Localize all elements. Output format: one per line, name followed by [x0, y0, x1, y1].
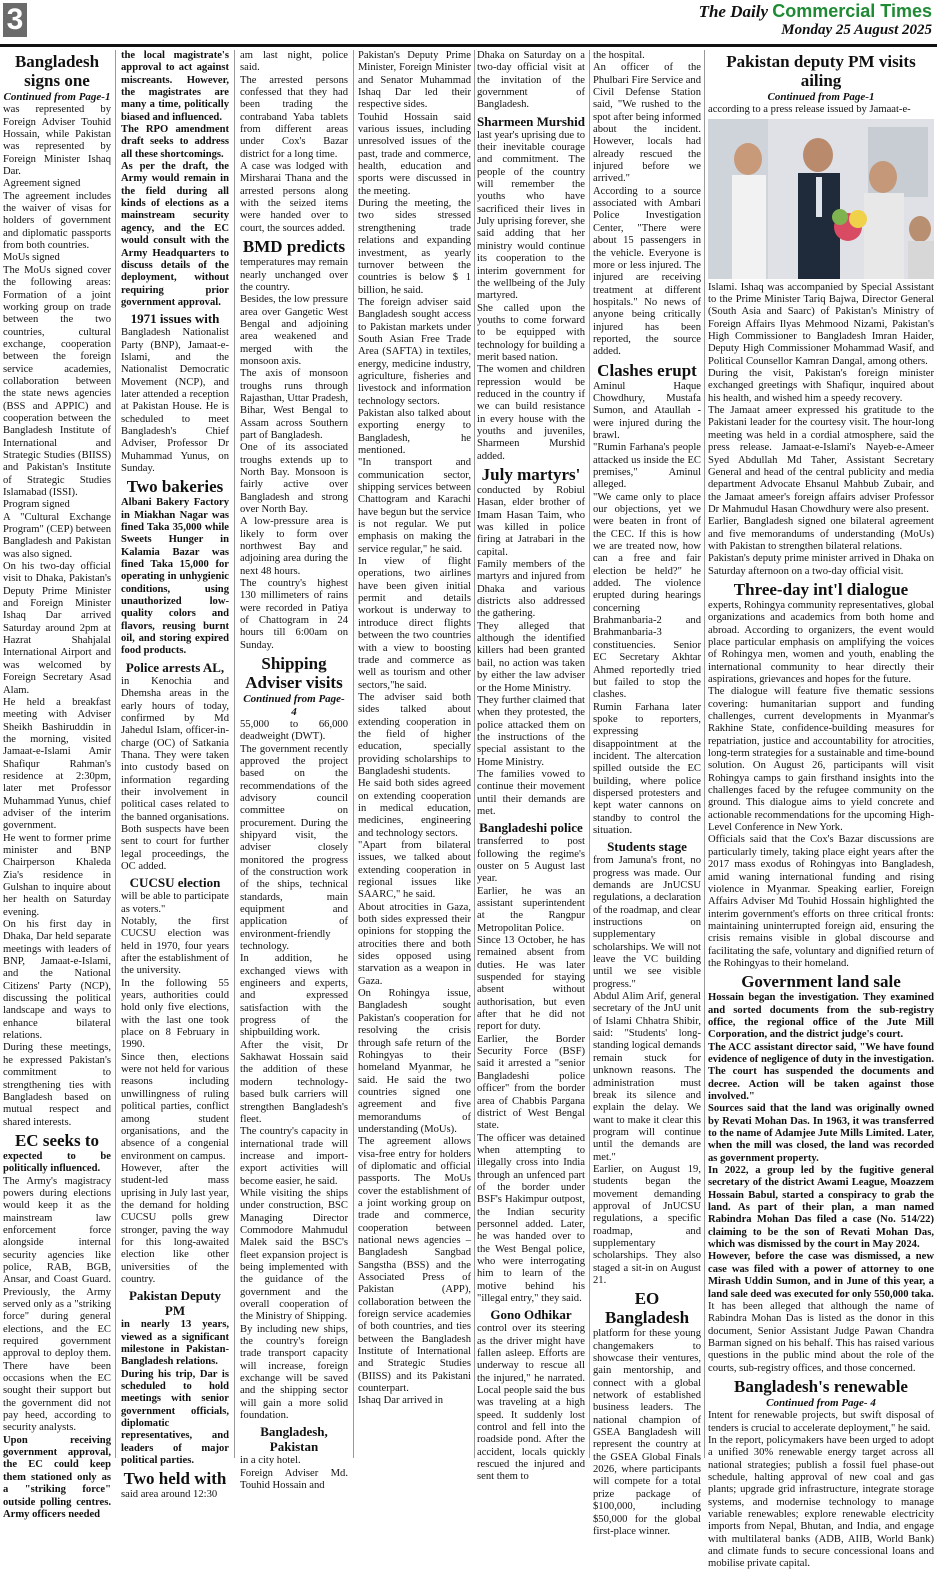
paragraph: Earlier, the Border Security Force (BSF) said it arrested a "senior Bangladeshi police officer" from the border area of Chabbis Pargana district of West Bengal state. — [477, 1033, 585, 1132]
paper-title — [699, 1, 932, 39]
paragraph: Family members of the martyrs and injured from Dhaka and various districts also addressed the gathering. — [477, 559, 585, 620]
meeting-photo-illustration — [708, 119, 934, 279]
paragraph: The families vowed to continue their movement until their demands are met. — [477, 768, 585, 817]
paragraph: "We came only to place our objections, yet we were beaten in front of the CEC. If this is how we are treated now, how can a free and fair election be held?" he added. The violence erupted during hearings concerning Brahmanbaria-2 and Brahmanbaria-3 constituencies. Senior EC Secretary Akhtar Ahmed reportedly tried but failed to stop the clashes. — [593, 491, 701, 701]
paragraph: Upon receiving government approval, the EC could keep them stationed only as a "striking force" outside polling centres. Army officers needed — [3, 1434, 111, 1520]
paragraph: The adviser said both sides talked about extending cooperation in the field of higher education, specially providing scholarships to Bangladeshi students. — [358, 691, 471, 777]
paragraph: Officials said that the Cox's Bazar discussions are particularly timely, taking place eight years after the 2017 mass exodus of Rohingyas into Bangladesh, amid waning international funding and rising violence in Myanmar. Speaking earlier, Foreign Affairs Adviser Md Touhid Hossain highlighted the interim government's efforts on three critical fronts: maintaining uninterrupted foreign aid, ensuring the crisis remains visible in global discourse and facilitating the safe, voluntary and dignified return of the Rohingyas to their homeland. — [708, 834, 934, 969]
paragraph: Since 13 October, he has remained absent from duties. He was later suspended for staying absent without authorisation, but even after that he did not report for duty. — [477, 935, 585, 1033]
paragraph: Ishaq Dar arrived in — [358, 1395, 444, 1407]
paragraph: In view of flight operations, two airlines have been given initial permit and details workout is underway to introduce direct flights between the two countries with a view to boosting trade and commerce as well as tourism and other sectors,"he said. — [358, 556, 471, 691]
paragraph: the local magistrate's approval to act against miscreants. However, the magistrates are many a time, politically biased and influenced. — [121, 50, 229, 123]
paragraph: am last night, police said. — [240, 50, 348, 74]
paragraph: During the meeting, the two sides stressed strengthening trade relations and expanding investment, as yearly turnover between the countries is below $ 1 billion, he said. — [358, 198, 471, 296]
paragraph: On his two-day official visit to Dhaka, Pakistan's Deputy Prime Minister and Foreign Minister Ishaq Dar arrived Saturday around 2pm at Hazrat Shahjalal International Airport and was welcomed by Foreign Secretary Asad Alam. — [3, 561, 111, 696]
paragraph: from Jamuna's front, no progress was made. Our demands are JnUCSU regulations, a declaration of the roadmap, and clear instructions on supplementary scholarships. We will not leave the VC building until we see visible progress." — [593, 855, 701, 990]
paragraph: The axis of monsoon troughs runs through Rajasthan, Uttar Pradesh, Bihar, West Bengal to Assam across Southern part of Bangladesh. — [240, 368, 348, 441]
paragraph: Besides, the low pressure area over Gangetic West Bengal and adjoining area weakened and merged with the monsoon axis. — [240, 294, 348, 367]
paragraph: Agreement signed — [3, 178, 81, 190]
paragraph: On his first day in Dhaka, Dar held separate meetings with leaders of BNP, Jamaat-e-Islami, and the National Citizens' Party (NCP), discussing the political landscape and ways to enhance bilateral relations. — [3, 919, 111, 1042]
paragraph: The agreement includes the waiver of visas for holders of government and diplomatic passports from both countries. — [3, 190, 111, 252]
news-column-7 — [708, 50, 934, 1570]
paragraph: Pakistan also talked about exporting energy to Bangladesh, he mentioned. — [358, 407, 471, 456]
paragraph: the hospital. — [593, 50, 645, 61]
paragraph: "Rumin Farhana's people attacked us inside the EC premises," Aminul alleged. — [593, 442, 701, 491]
paragraph: An officer of the Phulbari Fire Service and Civil Defense Station said, "We rushed to the spot after being informed about the incident. However, locals had already rescued the injured before we arrived." — [593, 62, 701, 185]
paragraph: Hossain began the investigation. They examined and sorted documents from the sub-registry office, the regional office of the Jute Mill Corporation, and the district judge's court. — [708, 992, 934, 1041]
paragraph: The government recently approved the project based on the recommendations of the advisory council committee on procurement. During the shipyard visit, the adviser closely monitored the progress of the construction work of the ships, technical standards, main equipment and application of environment-friendly technology. — [240, 743, 348, 953]
paragraph: However, after the student-led mass uprising in July last year, the demand for holding CUCSU polls grew stronger, paving the way for this long-awaited election like other universities of the country. — [121, 1162, 229, 1285]
paragraph: Pakistan's deputy prime minister arrived in Dhaka on Saturday afternoon on a two-day official visit. — [708, 553, 934, 577]
masthead — [0, 0, 937, 46]
issue-date: Monday 25 August 2025 — [781, 22, 932, 38]
paragraph: The agreement allows visa-free entry for holders of diplomatic and official passports. The MoUs cover the establishment of a joint working group on trade and commerce, cooperation between national news agencies – Bangladesh Sangbad Sangstha (BSS) and the Associated Press of Pakistan (APP), collaboration between the foreign service academies of both countries, and ties between the Bangladesh Institute of International and Strategic Studies (BIISS) and its Pakistani counterpart. — [358, 1136, 471, 1395]
paragraph: In addition, he exchanged views with engineers and experts, and expressed satisfaction with the progress of the shipbuilding work. — [240, 953, 348, 1039]
paragraph: Aminul Haque Chowdhury, Mustafa Sumon, and Ataullah - were injured during the brawl. — [593, 380, 701, 441]
paragraph: During the visit, Pakistan's foreign minister exchanged greetings with Shafiqur, inquired about his health, and wished him a speedy recovery. — [708, 368, 934, 404]
headline: Bangladesh's renewable — [734, 1376, 908, 1396]
paragraph: About atrocities in Gaza, both sides expressed their opinions for stopping the atrocities there and both sides opposed using starvation as a weapon in Gaza. — [358, 901, 471, 987]
headline: BMD predicts — [242, 237, 346, 257]
paragraph: In the report, policymakers have been urged to adopt a unified 30% renewable energy target across all national strategies; publish a fossil fuel phase-out schedule, halting approval of new coal and gas plants; upgrade grid infrastructure, integrate storage systems, and modernise technology to manage variable renewables; explore renewable electricity imports from Nepal, Bhutan, and India, and engage with multilateral banks (ADB, AIIB, World Bank) and climate funds to secure concessional loans and mobilise private capital. — [708, 1434, 934, 1570]
paragraph: 55,000 to 66,000 deadweight (DWT). — [240, 718, 348, 743]
paragraph: They alleged that although the identified killers had been granted bail, no action was taken by either the law adviser or the Home Ministry. — [477, 620, 585, 694]
paragraph: Earlier, on August 19, students began the movement demanding approval of JnUCSU regulations, a specific roadmap, and supplementary scholarships. They also staged a sit-in on August 21. — [593, 1163, 701, 1286]
paragraph: Intent for renewable projects, but swift disposal of tenders is crucial to accelerate deployment," he said. — [708, 1410, 934, 1434]
column-rule — [115, 50, 116, 1458]
paragraph: in a city hotel. — [240, 1455, 301, 1467]
column-7-bottom — [708, 282, 934, 1571]
news-column-1 — [3, 50, 111, 1520]
paragraph: It has been alleged that although the name of Rabindra Mohan Das is listed as the donor in this document, Senior Assistant Judge Pawan Chandra Barman signed on his behalf. This has raised various questions in the public mind about the role of the courts, sub-registry offices, and those concerned. — [708, 1300, 934, 1374]
masthead-rule — [0, 44, 937, 47]
paragraph: temperatures may remain nearly unchanged over the country. — [240, 257, 348, 293]
paragraph: They further claimed that when they protested, the police attacked them on the instructions of the special assistant to the Home Ministry. — [477, 694, 585, 768]
paragraph: was represented by Foreign Adviser Touhid Hossain, while Pakistan was represented by Foreign Minister Ishaq Dar. — [3, 104, 111, 178]
paragraph: After the visit, Dr Sakhawat Hossain said the addition of these modern technology-based bulk carriers will strengthen Bangladesh's fleet. — [240, 1039, 348, 1125]
headline: Pakistan Deputy PM — [128, 1288, 222, 1319]
column-rule — [234, 50, 235, 1458]
paragraph: said area around 12:30 — [121, 1489, 218, 1501]
paragraph: In the following 55 years, authorities could hold only five elections, with the last one took place on 8 February in 1990. — [121, 977, 229, 1051]
paragraph: The foreign adviser said Bangladesh sought access to Pakistan markets under South Asian Free Trade Area (SAFTA) in textiles, energy, medicine industry, agriculture, fisheries and livestock and information technology sectors. — [358, 296, 471, 407]
paragraph: The Army's magistracy powers during elections would keep it as the mainstream law enforcement force alongside internal security agencies like police, RAB, BGB, Ansar, and Coast Guard. Previously, the Army served only as a "striking force" during general elections, and the EC required government approval to deploy them. There have been occasions when the EC sought their support but the government did not pay heed, according to security analysts. — [3, 1175, 111, 1434]
paragraph: according to a press release issued by Jamaat-e- — [708, 104, 911, 116]
continued-note: Continued from Page- 4 — [243, 693, 345, 718]
paragraph: He held a breakfast meeting with Adviser Sheikh Bashiruddin in the morning, visited Jamaat-e-Islami Amir Shafiqur Rahman's residence at 2:30pm, later met Professor Muhammad Yunus, chief adviser of the interim government. — [3, 696, 111, 832]
paragraph: Program signed — [3, 499, 70, 511]
paragraph: Touhid Hossain said various issues, including unresolved issues of the past, trade and commerce, health, education and sports were discussed in the meeting. — [358, 111, 471, 197]
paragraph: expected to be politically influenced. — [3, 1150, 111, 1175]
news-column-3 — [240, 50, 348, 1492]
paragraph: As per the draft, the Army would remain in the field during all kinds of elections as a mainstream security agency, and the EC would consult with the Army Headquarters to discuss details of the deployment, without requiring prior government approval. — [121, 161, 229, 308]
paragraph: The arrested persons confessed that they had been trading the contraband Yaba tablets from different areas under Cox's Bazar district for a long time. — [240, 74, 348, 160]
paragraph: The dialogue will feature five thematic sessions covering: humanitarian support and funding challenges, current developments in Myanmar's Rakhine State, confidence-building measures for repatriation, justice and accountability for atrocities, long-term strategies for a sustainable and time-bound solution. On August 26, participants will visit Rohingya camps to gain firsthand insights into the challenges faced by the refugee community on the ground. This dialogue aims to yield concrete and actionable recommendations for the upcoming High-Level Conference in New York. — [708, 686, 934, 834]
headline: EO Bangladesh — [604, 1289, 690, 1328]
paragraph: The RPO amendment draft seeks to address all these shortcomings. — [121, 124, 229, 160]
paragraph: In 2022, a group led by the fugitive general secretary of the district Awami League, Moazzem Hossain Babul, started a conspiracy to grab the land. As part of their plan, a man named Rabindra Mohan Das filed a case (No. 514/22) claiming to be the son of Revati Mohan Das, which was dismissed by the court in May 2024. — [708, 1165, 934, 1251]
headline: Bangladesh, Pakistan — [260, 1424, 328, 1455]
paragraph: The Jamaat ameer expressed his gratitude to the Pakistani leader for the courtesy visit. The hour-long meeting was held in a cordial atmosphere, said the press release. Jamaat-e-Islami's Nayeb-e-Ameer Syed Abdullah Md Taher, Assistant Secretary General and head of the central publicity and media department Advocate Ehsanul Mahbub Zubair, and the Jamaat ameer's foreign affairs adviser Professor Dr Mahmudul Hasan Chowdhury were also present. — [708, 405, 934, 515]
paragraph: According to a source associated with Ambari Police Investigation Center, "There were about 15 passengers in the vehicle. Everyone is more or less injured. The injured are receiving treatment at different hospitals." No news of anyone being critically injured has been reported, the source added. — [593, 185, 701, 358]
paragraph: While visiting the ships under construction, BSC Managing Director Commodore Mahmudul Malek said the BSC's fleet expansion project is being implemented with the guidance of the government and the overall cooperation of the Ministry of Shipping. — [240, 1187, 348, 1323]
paragraph: The MoUs signed cover the following areas: Formation of a joint working group on trade between the two countries, cultural exchange, cooperation between the foreign service academies, collaboration between the state news agencies (BSS and APPIC) and cooperation between the Bangladesh Institute of International and Strategic Studies (BIISS) and Pakistan's Institute of Strategic Studies Islamabad (ISSI). — [3, 264, 111, 498]
column-rule — [589, 50, 590, 1458]
headline: July martyrs' — [481, 465, 581, 484]
paragraph: will be able to participate as voters." — [121, 891, 229, 915]
paragraph: During these meetings, he expressed Pakistan's commitment to strengthening ties with Bangladesh based on mutual respect and shared interests. — [3, 1042, 111, 1128]
paragraph: A low-pressure area is likely to form over northwest Bay and adjoining area during the next 48 hours. — [240, 516, 348, 577]
column-rule — [704, 50, 705, 1458]
news-column-2 — [121, 50, 229, 1501]
paragraph: platform for these young changemakers to showcase their ventures, gain mentorship, and connect with a global network of established business leaders. The national champion of GSEA Bangladesh will represent the country at the GSEA Global Finals 2026, where participants will compete for a total prize package of $100,000, including $50,000 for the global first-place winner. — [593, 1328, 701, 1537]
headline: Sharmeen Murshid — [477, 113, 585, 129]
news-photo — [708, 119, 934, 279]
paragraph: Earlier, he was an assistant superintendent at the Rangpur Metropolitan Police. — [477, 885, 585, 934]
paragraph: He went to former prime minister and BNP Chairperson Khaleda Zia's residence in Gulshan to inquire about her health on Saturday evening. — [3, 832, 111, 918]
paragraph: "Apart from bilateral issues, we talked about extending cooperation in regional issues like SAARC," he said. — [358, 840, 471, 901]
headline: Bangladeshi police — [479, 820, 583, 836]
paragraph: During his trip, Dar is scheduled to hold meetings with senior government officials, diplomatic representatives, and leaders of major political parties. — [121, 1368, 229, 1467]
headline: Students stage — [607, 839, 687, 855]
paper-daily: The Daily — [698, 2, 768, 21]
paragraph: transferred to post following the regime's ouster on 5 August last year. — [477, 836, 585, 885]
paragraph: Rumin Farhana later spoke to reporters, expressing disappointment at the incident. The altercation spilled outside the EC building, where police dispersed protesters and kept water cannons on standby to control the situation. — [593, 701, 701, 836]
paragraph: The women and children repression would be reduced in the country if we can build resistance in every house with the youths and juveniles, Sharmeen Murshid added. — [477, 364, 585, 462]
headline: 1971 issues with — [130, 311, 220, 327]
continued-note: Continued from Page-1 — [767, 91, 875, 103]
paragraph: The officer was detained when attempting to illegally cross into India through an unfenced part of the border under BSF's Hakimpur outpost, the Indian security personnel added. Later, he was handed over to the West Bengal police, who were interrogating him to learn of the motive behind his "illegal entry," they said. — [477, 1132, 585, 1304]
continued-note: Continued from Page- 4 — [766, 1396, 876, 1409]
paragraph: control over its steering as the driver might have fallen asleep. Efforts are underway to rescue all the injured," he narrated. Local people said the bus was traveling at a high speed. It suddenly lost control and fell into the roadside pond. After the accident, locals quickly rescued the injured and sent them to — [477, 1323, 585, 1483]
paragraph: last year's uprising due to their inevitable courage and commitment. The people of the country will remember the youths who have sacrificed their lives in July uprising forever, she said adding that her ministry would continue its cooperation to the interim government for the wellbeing of the July martyred. — [477, 129, 585, 302]
paragraph: She called upon the youths to come forward to be equipped with technology for building a merit based nation. — [477, 302, 585, 363]
news-column-5 — [477, 50, 585, 1483]
headline: Gono Odhikar — [490, 1307, 572, 1323]
paragraph: Earlier, Bangladesh signed one bilateral agreement and five memorandums of understanding (MoUs) with Pakistan to strengthen bilateral relations. — [708, 516, 934, 552]
headline: Clashes erupt — [597, 360, 697, 380]
headline: EC seeks to — [14, 1130, 100, 1150]
paragraph: The ACC assistant director said, "We have found evidence of negligence of duty in the investigation. The court has suspended the documents and decree. Action will be taken against those involved." — [708, 1041, 934, 1102]
paragraph: However, before the case was dismissed, a new case was filed with a power of attorney to one Mirash Uddin Sumon, and in June of this year, a land sale deed was executed for only 550,000 taka. — [708, 1251, 934, 1300]
paragraph: conducted by Robiul Hasan, elder brother of Imam Hasan Taim, who was killed in police firing at Jatrabari in the capital. — [477, 485, 585, 558]
headline: Two bakeries — [126, 477, 224, 497]
column-rule — [474, 50, 475, 1458]
paragraph: One of its associated troughs extends up to North Bay. Monsoon is fairly active over Bangladesh and strong over North Bay. — [240, 442, 348, 516]
paragraph: Foreign Adviser Md. Touhid Hossain and — [240, 1467, 348, 1492]
paragraph: He said both sides agreed on extending cooperation in medical education, medicines, engineering and technology sectors. — [358, 778, 471, 839]
headline: Government land sale — [741, 972, 901, 992]
paragraph: A case was lodged with Mirsharai Thana and the arrested persons along with the seized items were handed over to court, the sources added. — [240, 161, 348, 234]
paragraph: A "Cultural Exchange Program" (CEP) between Bangladesh and Pakistan was also signed. — [3, 511, 111, 560]
paragraph: The country's highest 130 millimeters of rains were recorded in Patiya of Chattogram in 24 hours till 6:00am on Sunday. — [240, 578, 348, 651]
column-rule — [353, 50, 354, 1458]
paper-name: Commercial Times — [772, 1, 932, 21]
paragraph: Abdul Alim Arif, general secretary of the JnU unit of Islami Chhatra Shibir, said: "Students' long-standing logical demands remain stuck for unknown reasons. The administration must break its silence and explain the delay. We want to make it clear this program will continue until the demands are met." — [593, 991, 701, 1163]
paragraph: Islami. Ishaq was accompanied by Special Assistant to the Prime Minister Tariq Bajwa, Director General (South Asia and Saarc) of Pakistan's Ministry of Foreign Affairs Ilyas Mehmood Nizami, Pakistan's High Commissioner to Bangladesh Imran Haider, Deputy High Commissioner Mohammad Wasif, and Political Counsellor Kamran Dangal, among others. — [708, 281, 934, 367]
paragraph: Pakistan's Deputy Prime Minister, Foreign Minister and Senator Muhammad Ishaq Dar led their respective sides. — [358, 50, 471, 111]
paragraph: "In transport and communication sector, shipping services between Chattogram and Karachi have begun but the service is not regular. We put emphasis on making the service regular," he said. — [358, 457, 471, 555]
news-column-4 — [358, 50, 471, 1458]
continued-note: Continued from Page-1 — [3, 91, 111, 103]
headline: CUCSU election — [129, 875, 221, 891]
headline: Three-day int'l dialogue — [733, 579, 909, 599]
paragraph: By including new ships, the country's foreign trade transport capacity will increase, foreign exchange will be saved and the shipping sector will gain a more solid foundation. — [240, 1323, 348, 1422]
paragraph: Notably, the first CUCSU election was held in 1970, four years after the establishment of the university. — [121, 916, 229, 977]
column-7-top — [708, 52, 934, 117]
headline: Pakistan deputy PM visits ailing — [726, 52, 916, 90]
headline: Two held with — [123, 1469, 227, 1489]
headline: Police arrests AL, — [125, 659, 225, 675]
paragraph: MoUs signed — [3, 252, 60, 264]
headline: Bangladesh signs one — [14, 52, 100, 90]
paragraph: Sources said that the land was originally owned by Revati Mohan Das. In 1963, it was transferred to the name of Adamjee Jute Mills Limited. Later, when the mill was closed, the land was recorded as government property. — [708, 1103, 934, 1164]
paragraph: Dhaka on Saturday on a two-day official visit at the invitation of the government of Bangladesh. — [477, 50, 585, 111]
paragraph: On Rohingya issue, Bangladesh sought Pakistan's cooperation for resolving the crisis through safe return of the Rohingyas to their homeland Myanmar, he said. He said the two countries signed one agreement and five memorandums of understanding (MoUs). — [358, 988, 471, 1135]
paragraph: in Kenochia and Dhemsha areas in the early hours of today, confirmed by Md Jahedul Islam, officer-in-charge (OC) of Satkania Thana. They were taken into custody based on information regarding their involvement in political cases related to the banned organisations. Both suspects have been sent to court for further legal proceedings, the OC added. — [121, 675, 229, 872]
headline: Shipping Adviser visits — [245, 654, 343, 693]
page-number: 3 — [3, 3, 27, 37]
paragraph: in nearly 13 years, viewed as a significant milestone in Pakistan-Bangladesh relations. — [121, 1319, 229, 1368]
paragraph: Bangladesh Nationalist Party (BNP), Jamaat-e-Islami, and the Nationalist Democratic Movement (NCP), and later attended a reception at Pakistan House. He is scheduled to meet Bangladesh's Chief Adviser, Professor Dr Muhammad Yunus, on Sunday. — [121, 327, 229, 474]
paragraph: experts, Rohingya community representatives, global organizations and academics from both home and abroad. According to organizers, the event would place particular emphasis on amplifying the voices of Rohingya men, women and youth, enabling the international community to hear directly their aspirations, grievances and hopes for the future. — [708, 599, 934, 685]
paragraph: The country's capacity in international trade will increase and import-export activities will become easier, he said. — [240, 1126, 348, 1187]
news-column-6 — [593, 50, 701, 1537]
paragraph: Since then, elections were not held for various reasons including unwillingness of ruling political parties, conflict among student organisations, and the absence of a congenial environment on campus. — [121, 1051, 229, 1162]
paragraph: Albani Bakery Factory in Miakhan Nagar was fined Taka 35,000 while Sweets Hunger in Kalamia Bazar was fined Taka 15,000 for operating in unhygienic conditions, using unauthorized low-quality colors and flavors, reusing burnt oil, and storing expired food products. — [121, 497, 229, 657]
